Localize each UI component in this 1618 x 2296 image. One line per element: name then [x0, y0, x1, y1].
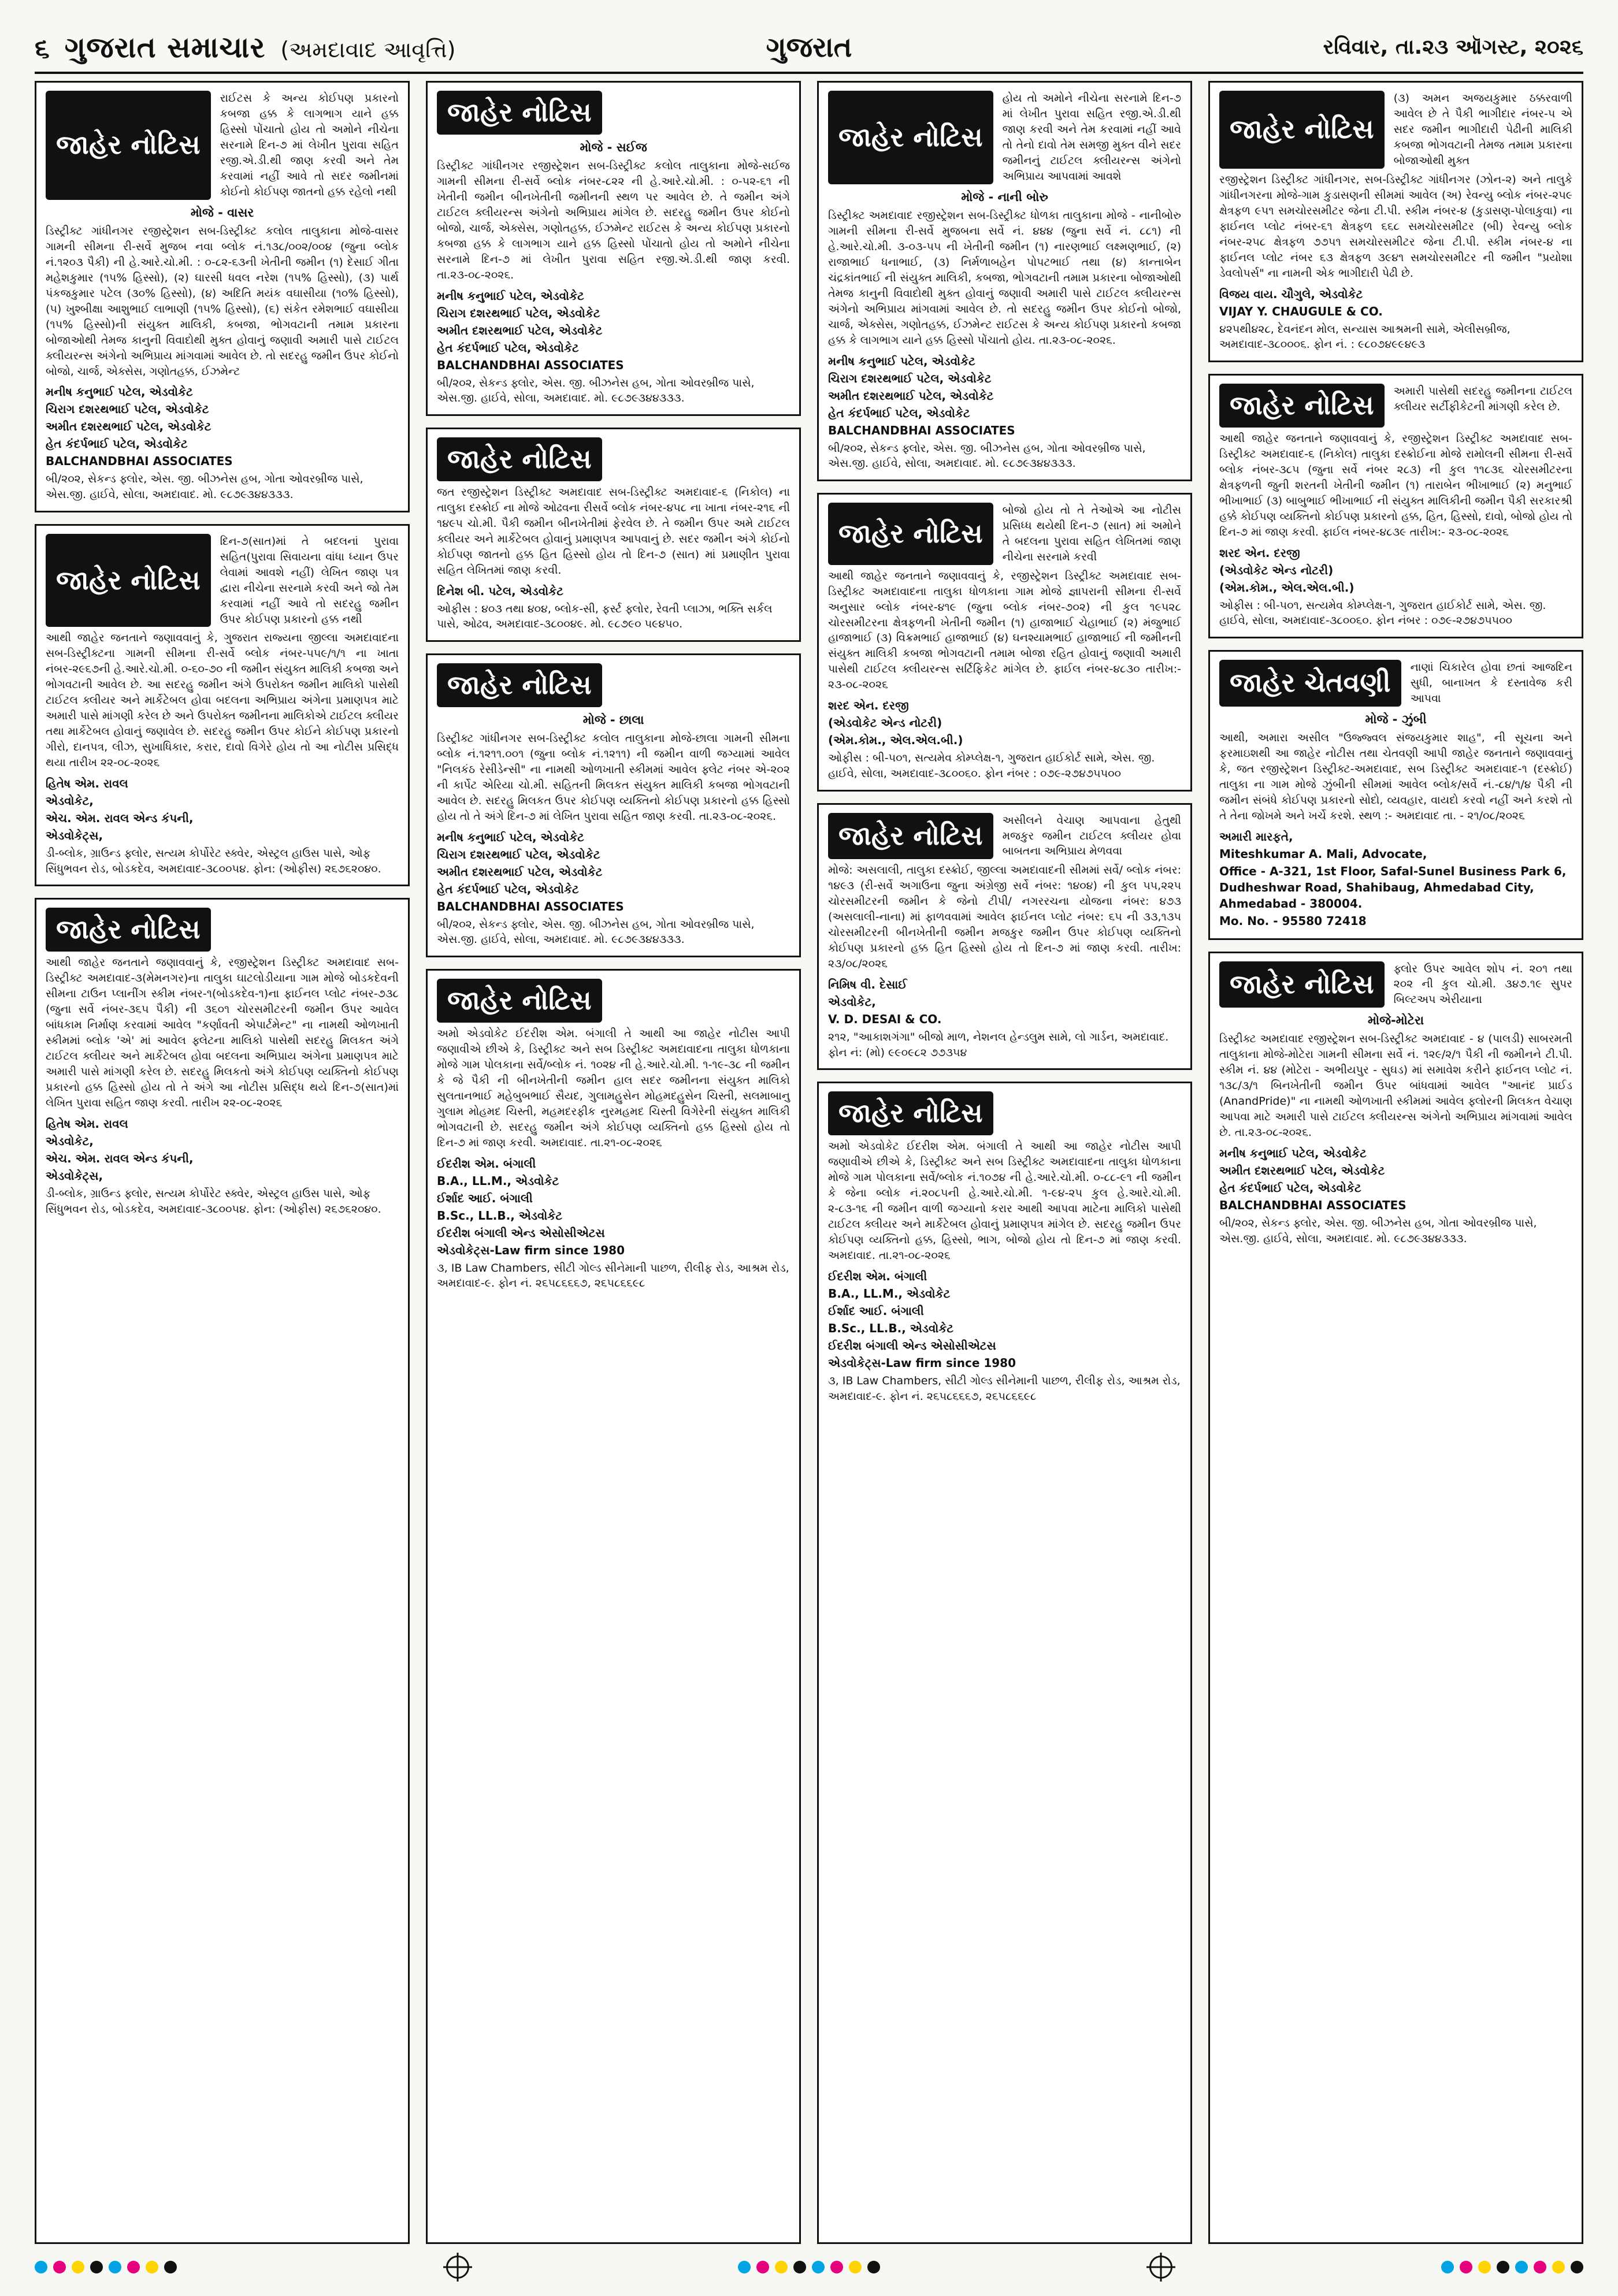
signatory-line: Office - A-321, 1st Floor, Safal-Sunel Business Park 6, Dudheshwar Road, Shahibaug, Ahmedabad City, Ahmedabad - 380004. [1219, 864, 1567, 911]
notice-signatures [828, 976, 1181, 1027]
notice-header [437, 91, 790, 135]
notice-address: બી/૨૦૨, સેકન્ડ ફ્લોર, એસ. જી. બીઝનેસ હબ, ગોતા ઓવરબ્રીજ પાસે, એસ.જી. હાઈવે, સોલા, અમદાવાદ. મો. ૯૮૭૯૩૪૪૩૩૩. [437, 917, 755, 946]
signatory-line: V. D. DESAI & CO. [828, 1012, 942, 1027]
color-dot-icon [738, 2261, 751, 2273]
notice-side-text: ફ્લોર ઉપર આવેલ શોપ નં. ૨૦૧ તથા ૨૦૨ ની કુલ ચો.મી. ૩૪૭.૧૯ સુપર બિલ્ટઅપ એરીયાના [1393, 962, 1572, 1006]
public-notice [426, 428, 801, 642]
notice-header [46, 534, 399, 627]
notice-address: ૩, IB Law Chambers, સીટી ગોલ્ડ સીનેમાની પાછળ, રીલીફ રોડ, આશ્રમ રોડ, અમદાવાદ-૯. ફોન નં. ૨૬૫૮૬૬૬૭, ૨૬૫૮૬૬૯૮ [437, 1261, 789, 1290]
notice-address: બી/૨૦૨, સેકન્ડ ફ્લોર, એસ. જી. બીઝનેસ હબ, ગોતા ઓવરબ્રીજ પાસે, એસ.જી. હાઈવે, સોલા, અમદાવાદ. મો. ૯૮૭૯૩૪૪૩૩૩. [1219, 1217, 1537, 1245]
notice-body: ડિસ્ટ્રીક્ટ ગાંધીનગર સબ-ડિસ્ટ્રીક્ટ કલોલ તાલુકાના મોજે-છાલા ગામની સીમના બ્લોક નં.૧૨૧૧.૦૦૧ (જુના બ્લોક નં.૧૨૧૧) ની જમીન વાળી જગ્યામાં આવેલ "નિલકંઠ રેસીડેન્સી" ના નામથી ઓળખાતી સ્કીમમાં આવેલ ફ્લેટ નંબર એ-૨૦૨ ની કાર્પેટ એરિયા ચો.મી. સહિતની મિલકત સંયુક્ત માલિકી કબજા ભોગવટાની આવેલ છે. સદરહુ મિલકત ઉપર કોઈપણ વ્યક્તિનો કોઈપણ પ્રકારનો હક્ક હિસ્સો હોય તો તે અંગે દિન-૭ માં લેખિત પુરાવા સહિત જાણ કરવી. તા.૨૩-૦૮-૨૦૨૬. [437, 731, 790, 823]
color-dot-icon [146, 2261, 158, 2273]
color-dot-icon [1571, 2261, 1583, 2273]
notice-side-text: અમારી પાસેથી સદરહુ જમીનના ટાઈટલ ક્લીયર સર્ટીફીકેટની માંગણી કરેલ છે. [1393, 384, 1572, 413]
signatory-line: અમીત દશરથભાઈ પટેલ, એડવોકેટ [437, 323, 603, 337]
notice-header [828, 503, 1181, 565]
notice-body: ડિસ્ટ્રીક્ટ અમદાવાદ રજીસ્ટ્રેશન સબ-ડિસ્ટ્રીક્ટ અમદાવાદ - ૪ (પાલડી) સાબરમતી તાલુકાના મોજે-મોટેરા ગામની સીમના સર્વે નં. ૧૨૯/૨/૧ પૈકી ની જમીનને ટી.પી. સ્કીમ નં. ૪૪ (મોટેરા - અભીયપુર - સુઘડ) માં સમાવેશ કરીને ફાઈનલ પ્લોટ નં. ૧૩૮/૩/૧ બિનખેતીની જમીન ઉપર બાંધવામાં આવેલ "આનંદ પ્રાઈડ (AnandPride)" ના નામથી ઓળખાતી સ્કીમમાં આવેલ ફ્લોરની મિલકત વેચાણ આપવા માટે અમારી પાસે ટાઈટલ ક્લીયરન્સ અંગેનો અભિપ્રાય માંગવામાં આવેલ છે. તા.૨૩-૦૮-૨૦૨૬. [1219, 1032, 1572, 1139]
notice-badge: જાહેર નોટિસ [437, 91, 602, 135]
signatory-line: (એડવોકેટ એન્ડ નોટરી) [828, 716, 942, 730]
signatory-line: BALCHANDBHAI ASSOCIATES [46, 454, 233, 469]
signatory-line: એડવોકેટ્સ, [46, 829, 103, 843]
notice-village: મોજે-મોટેરા [1368, 1013, 1424, 1028]
notice-signatures [1219, 286, 1572, 319]
color-dot-icon [1552, 2261, 1565, 2273]
color-dot-icon [53, 2261, 66, 2273]
signatory-line: શરદ એન. દરજી [1219, 545, 1300, 560]
notice-signatures [1219, 1145, 1572, 1213]
public-notice [817, 81, 1192, 481]
notice-header [46, 908, 399, 952]
signatory-line: (એમ.કોમ., એલ.એલ.બી.) [1219, 580, 1354, 595]
notice-body: આથી જાહેર જનતાને જણાવવાનું કે, રજીસ્ટ્રેશન ડિસ્ટ્રીક્ટ અમદાવાદ સબ-ડિસ્ટ્રીક્ટ અમદાવાદના તાલુકા ધોળકાના ગામ મોજે જ્ઞાપરાની સીમના રી-સર્વે અનુસાર બ્લોક નંબર-૪૧૯ (જુના બ્લોક નંબર-૭૦૨) ની કુલ ૧૯૫૨૮ ચોરસમીટરના ક્ષેત્રફળની ખેતીની જમીન (૧) હાજાભાઈ ચેહાભાઈ (૨) મંજુભાઈ હાજાભાઈ (૩) વિક્રમભાઈ હાજાભાઈ (૪) ઘનશ્યામભાઈ હાજાભાઈ ની જમીનની સંયુક્ત માલિકી કબજા ભોગવટાની તમામ બોજા રહિત હોવાનું જણાવી અમારી પાસેથી ટાઈટલ ક્લીયરન્સ સર્ટિફિકેટ માંગેલ છે. ફાઈલ નંબર-૪૮૩૦ તારીખ:- ૨૩-૦૮-૨૦૨૬ [828, 569, 1181, 692]
signatory-line: મનીષ કનુભાઈ પટેલ, એડવોકેટ [437, 288, 584, 303]
signatory-line: મનીષ કનુભાઈ પટેલ, એડવોકેટ [46, 385, 193, 399]
signatory-line: ઈદરીશ બંગાલી એન્ડ એસોસીએટસ [828, 1339, 996, 1353]
notice-side-text: દિન-૭(સાત)માં તે બદલનાં પુરાવા સહિત(પુરાવા સિવાયના વાંધા ધ્યાન ઉપર લેવામાં આવશે નહીં) લેખિત જાણ પત્ર દ્વારા નીચેના સરનામે કરવી અને જો તેમ કરવામાં નહીં આવે તો સદરહુ જમીન ઉપર કોઈપણ પ્રકારનો હક્ક નથી [220, 534, 399, 626]
notice-header [437, 437, 790, 481]
notice-body: જત રજીસ્ટ્રેશન ડિસ્ટ્રીક્ટ અમદાવાદ સબ-ડિસ્ટ્રીક્ટ અમદાવાદ-૬ (નિકોલ) ના તાલુકા દસ્ક્રોઈ ના મોજે ઓઢવના રીસર્વે બ્લોક નંબર-૪૫૮ ના ખાતા નંબર-૨૧૬ ની ૧૪૯૫ ચો.મી. પૈકી જમીન બીનખેતીમાં ફેરવેલ છે. તે જમીન ઉપર અમે ટાઈટલ ક્લીયર અને માર્કેટેબલ હોવાનું પ્રમાણપત્ર આપવાનું છે. સદર જમીન અંગે કોઈનો કોઈપણ જાતનો હક્ક હિત હિસ્સો હોય તો દિન-૭ (સાત) માં પ્રમાણીત પુરાવા સહિત લેખિતમાં જાણ કરવી. [437, 485, 790, 577]
public-notice [35, 898, 410, 2244]
color-dot-icon [1441, 2261, 1454, 2273]
signatory-line: હિતેષ એમ. રાવલ [46, 1117, 128, 1131]
notice-header [437, 663, 790, 707]
notice-header [1219, 384, 1572, 428]
notice-signatures [437, 583, 790, 599]
color-dot-icon [1534, 2261, 1546, 2273]
color-dot-icon [793, 2261, 806, 2273]
notice-signatures [437, 288, 790, 373]
notice-body: અમો એડવોકેટ ઈદરીશ એમ. બંગાલી તે આથી આ જાહેર નોટીસ આપી જણાવીએ છીએ કે, ડિસ્ટ્રીક્ટ અને સબ ડિસ્ટ્રીક્ટ અમદાવાદના તાલુકા ધોળકાના મોજે ગામ પોલકાના સર્વે/બ્લોક નં.૧૦૭૪ ની હે.આરે.ચો.મી. ૦-૮૮-૯૧ ની જમીન કે જેના બ્લોક નં.૨૦૮૫ની હે.આરે.ચો.મી. ૧-૯૪-૨૫ કુલ હે.આરે.ચો.મી. ૨-૮૩-૧૬ ની જમીન વાળી જગ્યાનો કરાર આથી આપવા માટેના માલિકો પાસેથી ટાઈટલ ક્લીયર અને માર્કેટેબલ હોવાનું પ્રમાણપત્ર માંગેલ છે. સદરહુ જમીન ઉપર કોઈપણ વ્યક્તિનો હક્ક, હિસ્સો, ભાગ, બોજો હોય તો દિન-૭ માં જાણ કરવી. અમદાવાદ. તા.૨૧-૦૮-૨૦૨૬ [828, 1140, 1181, 1262]
registration-mark-icon [446, 2256, 469, 2279]
notice-badge: જાહેર નોટિસ [828, 503, 993, 565]
notice-signatures [46, 775, 399, 844]
notice-signatures [46, 384, 399, 469]
signatory-line: Miteshkumar A. Mali, Advocate, [1219, 846, 1427, 861]
notice-badge: જાહેર નોટિસ [46, 908, 211, 952]
color-dots-center [738, 2261, 880, 2273]
color-dots-left [35, 2261, 177, 2273]
paper-name: ગુજરાત સમાચાર [64, 30, 266, 64]
notice-village: મોજે - સઈજ [580, 140, 647, 154]
signatory-line: અમીત દશરથભાઈ પટેલ, એડવોકેટ [828, 388, 994, 403]
notice-header [1219, 961, 1572, 1008]
signatory-line: ઈદરીશ એમ. બંગાલી [828, 1269, 927, 1284]
public-notice [426, 81, 801, 416]
signatory-line: ચિરાગ દશરથભાઈ પટેલ, એડવોકેટ [828, 371, 992, 385]
notice-badge: જાહેર નોટિસ [1219, 91, 1385, 169]
public-notice [817, 493, 1192, 792]
notice-address: ઓફીસ : બી-૫૦૧, સત્યમેવ કોમ્પ્લેક્ષ-૧, ગુજરાત હાઈકોર્ટ સામે, એસ. જી. હાઈવે, સોલા, અમદાવાદ-૩૮૦૦૬૦. ફોન નંબર : ૦૭૯-૨૭૪૭૫૫૦૦ [1219, 599, 1546, 627]
color-dot-icon [90, 2261, 103, 2273]
color-dot-icon [1497, 2261, 1509, 2273]
color-dot-icon [1460, 2261, 1472, 2273]
signatory-line: હેત કંદર્પભાઈ પટેલ, એડવોકેટ [1219, 1181, 1361, 1195]
notice-badge: જાહેર નોટિસ [46, 534, 211, 627]
signatory-line: ઈદરીશ એમ. બંગાલી [437, 1156, 536, 1171]
signatory-line: મનીષ કનુભાઈ પટેલ, એડવોકેટ [1219, 1146, 1367, 1161]
notice-address: ૪૨૫થી૪૨૮, દેવનંદન મોલ, સન્યાસ આશ્રમની સામે, એલીસબ્રીજ, અમદાવાદ-૩૮૦૦૦૬. ફોન નં. : ૯૮૦૭૪૯૯૪૯૩ [1219, 322, 1511, 351]
signatory-line: BALCHANDBHAI ASSOCIATES [437, 358, 624, 372]
signatory-line: અમારી મારફતે, [1219, 829, 1293, 844]
notice-address: બી/૨૦૨, સેકન્ડ ફ્લોર, એસ. જી. બીઝનેસ હબ, ગોતા ઓવરબ્રીજ પાસે, એસ.જી. હાઈવે, સોલા, અમદાવાદ. મો. ૯૮૭૯૩૪૪૩૩૩. [437, 376, 755, 405]
signatory-line: મનીષ કનુભાઈ પટેલ, એડવોકેટ [437, 830, 584, 844]
signatory-line: હેત કંદર્પભાઈ પટેલ, એડવોકેટ [46, 437, 188, 451]
signatory-line: એડવોકેટ, [46, 1134, 94, 1149]
signatory-line: ઈર્શાદ આઈ. બંગાલી [828, 1304, 924, 1318]
color-dot-icon [1478, 2261, 1491, 2273]
notice-badge: જાહેર નોટિસ [1219, 384, 1385, 428]
color-dot-icon [867, 2261, 880, 2273]
notice-side-text: રાઈટસ કે અન્ય કોઈપણ પ્રકારનો કબજા હક્ક કે લાગભાગ યાને હક્ક હિસ્સો પોંચાતો હોય તો અમોને નીચેના સરનામે દિન-૭ માં લેખીત પુરાવા સહિત રજી.એ.ડી.થી જાણ કરવી અને તેમ કરવામાં નહીં આવે તો સદર જમીનમાં કોઈનો કોઈપણ જાતનો હક્ક રહેલો નથી [220, 92, 399, 198]
notice-badge: જાહેર નોટિસ [828, 1091, 993, 1135]
public-notice [817, 803, 1192, 1071]
public-notice [1208, 374, 1583, 638]
color-dot-icon [127, 2261, 140, 2273]
color-dot-icon [164, 2261, 177, 2273]
public-notice [1208, 952, 1583, 2245]
signatory-line: ચિરાગ દશરથભાઈ પટેલ, એડવોકેટ [437, 306, 600, 320]
color-dot-icon [756, 2261, 769, 2273]
color-dot-icon [72, 2261, 84, 2273]
signatory-line: એડવોકેટ્સ-Law firm since 1980 [828, 1356, 1016, 1370]
notice-signatures [437, 1156, 790, 1258]
signatory-line: B.Sc., LL.B., એડવોકેટ [828, 1321, 954, 1336]
signatory-line: અમીત દશરથભાઈ પટેલ, એડવોકેટ [1219, 1164, 1385, 1178]
notice-address: ૨૧૨, "આકાશગંગા" બીજો માળ, નેશનલ હેન્ડલુમ સામે, લો ગાર્ડન, અમદાવાદ. ફોન નં: (મો) ૯૯૦૯૮૨ ૭૭૩૫૪ [828, 1031, 1169, 1059]
signatory-line: ઈદરીશ બંગાલી એન્ડ એસોસીએટસ [437, 1225, 605, 1240]
notice-address: ડી-બ્લોક, ગ્રાઉન્ડ ફ્લોર, સત્યમ કોર્પોરેટ સ્ક્વેર, એસ્ટ્રલ હાઉસ પાસે, ઓફ સિંધુભવન રોડ, બોડકદેવ, અમદાવાદ-૩૮૦૦૫૪. ફોન: (ઓફીસ) ૨૬૭૬૨૦૪૦. [46, 847, 381, 875]
public-warning [1208, 650, 1583, 940]
notice-badge: જાહેર નોટિસ [437, 437, 602, 481]
public-notice [35, 524, 410, 887]
signatory-line: એડવોકેટ, [828, 995, 876, 1009]
notice-body: આથી, અમારા અસીલ "ઉજ્જ્વલ સંજયકુમાર શાહ", ની સૂચના અને ફરમાઇશથી આ જાહેર નોટીસ તથા ચેતવણી આપી જાહેર જનતાને જણાવવાનું કે, જત રજીસ્ટ્રેશન ડિસ્ટ્રીક્ટ-અમદાવાદ, સબ ડિસ્ટ્રીક્ટ અમદાવાદ-૧ (દસ્ક્રોઈ) તાલુકા ના ગામ મોજે ઝુંબીની સીમમાં આવેલ બ્લોક/સર્વે નં.-૮૪/૧/૪ પૈકી ની જમીન સંબંધે કોઈપણ પ્રકારનો સોદો, વ્યવહાર, વાયદો કરવો નહીં અને કરશે તો તે તેના જોખમે અને ખર્ચે કરશે. સ્થળ :- અમદાવાદ તા. - ૨૧/૦૮/૨૦૨૬ [1219, 731, 1572, 822]
signatory-line: B.A., LL.M., એડવોકેટ [437, 1173, 559, 1188]
signatory-line: હેત કંદર્પભાઈ પટેલ, એડવોકેટ [828, 406, 970, 420]
notice-village: મોજે - ઝુંબી [1365, 712, 1427, 726]
signatory-line: એડવોકેટ્સ-Law firm since 1980 [437, 1243, 625, 1257]
notice-side-text: બોજો હોય તો તે તેઓએ આ નોટીસ પ્રસિધ્ધ થયેથી દિન-૭ (સાત) માં અમોને તે બદલના પુરાવા સહિત લેખિતમાં જાણ નીચેના સરનામે કરવી [1002, 503, 1181, 563]
notice-village: મોજે - વાસર [190, 205, 254, 220]
color-dot-icon [849, 2261, 862, 2273]
notice-badge: જાહેર નોટિસ [828, 91, 993, 184]
color-dot-icon [830, 2261, 843, 2273]
signatory-line: Mo. No. - 95580 72418 [1219, 913, 1367, 928]
color-dot-icon [812, 2261, 825, 2273]
notice-body: ડિસ્ટ્રીક્ટ ગાંધીનગર રજીસ્ટ્રેશન સબ-ડિસ્ટ્રીક્ટ કલોલ તાલુકાના મોજે-સઈજ ગામની સીમના રી-સર્વે બ્લોક નંબર-૮૨૨ ની હે.આરે.ચો.મી. : ૦-૫૨-૬૧ ની ખેતીની જમીન બીનખેતીની જમીનની સ્થળ પર આવેલ છે. તે જમીન અંગે ટાઈટલ ક્લીયરન્સ અંગેનો અભિપ્રાય માંગેલ છે. સદરહુ જમીન ઉપર કોઈનો બોજો, ચાર્જ, એક્સેસ, ગણોતહક્ક, ઈઝમેન્ટ રાઈટસ કે અન્ય કોઈપણ પ્રકારનો કબજા હક્ક કે લાગભાગ યાને હક્ક હિસ્સો પોંચાતો હોય તો અમોને નીચેના સરનામે દિન-૭ માં લેખીત પુરાવા સહિત રજી.એ.ડી.થી જાણ કરવી. તા.૨૩-૦૮-૨૦૨૬. [437, 159, 790, 281]
notice-badge: જાહેર ચેતવણી [1219, 660, 1401, 707]
notice-body: આથી જાહેર જનતાને જણાવવાનું કે, રજીસ્ટ્રેશન ડિસ્ટ્રીક્ટ અમદાવાદ સબ-ડિસ્ટ્રીક્ટ અમદાવાદ-૬ (નિકોલ) તાલુકા દસ્ક્રોઈના મોજે રામોલની સીમના રી-સર્વે બ્લોક નંબર-૩૮૫ (જુના સર્વે નંબર ૨૮૩) ની કુલ ૧૧૮૩૬ ચોરસમીટરના ક્ષેત્રફળની જુની શરતની ખેતીની જમીન (૧) તારાબેન ભીખાભાઈ (૨) મનુભાઈ ભીખાભાઈ (૩) બાબુભાઈ ભીખાભાઈ ની સંયુક્ત માલિકીની જમીન પૈકી સરકારશ્રી હક્કે કોઈપણ વ્યક્તિનો કોઈપણ પ્રકારનો હક્ક, હિત, હિસ્સો, દાવો, બોજો હોય તો દિન-૭ માં જાણ કરવી. ફાઈલ નંબર-૪૮૩૯ તારીખ:- ૨૩-૦૮-૨૦૨૬ [1219, 432, 1572, 538]
signatory-line: B.Sc., LL.B., એડવોકેટ [437, 1208, 563, 1223]
signatory-line: એડવોકેટ્સ, [46, 1169, 103, 1183]
signatory-line: (એમ.કોમ., એલ.એલ.બી.) [828, 733, 963, 748]
notice-signatures [828, 1268, 1181, 1371]
notice-header [1219, 91, 1572, 169]
notice-columns [35, 81, 1583, 2244]
signatory-line: એડવોકેટ, [46, 794, 94, 808]
notice-address: બી/૨૦૨, સેકન્ડ ફ્લોર, એસ. જી. બીઝનેસ હબ, ગોતા ઓવરબ્રીજ પાસે, એસ.જી. હાઈવે, સોલા, અમદાવાદ. મો. ૯૮૭૯૩૪૪૩૩૩. [828, 441, 1146, 470]
notice-header [828, 91, 1181, 184]
notice-header [828, 813, 1181, 860]
signatory-line: BALCHANDBHAI ASSOCIATES [828, 423, 1015, 437]
notice-address: ૩, IB Law Chambers, સીટી ગોલ્ડ સીનેમાની પાછળ, રીલીફ રોડ, આશ્રમ રોડ, અમદાવાદ-૯. ફોન નં. ૨૬૫૮૬૬૬૭, ૨૬૫૮૬૬૯૮ [828, 1374, 1181, 1403]
notice-side-text: અસીલને વેચાણ આપવાના હેતુથી મજકુર જમીન ટાઈટલ ક્લીયર હોવા બાબતના અભિપ્રાય મેળવવા [1002, 813, 1181, 858]
print-registration-bar [35, 2256, 1583, 2279]
dateline: રવિવાર, તા.૨૩ ઑગસ્ટ, ૨૦૨૬ [1323, 35, 1583, 59]
notice-signatures [828, 697, 1181, 748]
notice-address: ઓફીસ : ૪૦૩ તથા ૪૦૪, બ્લોક-સી, ફર્સ્ટ ફ્લોર, રેવતી પ્લાઝા, ભક્તિ સર્કલ પાસે, ઓઢવ, અમદાવાદ-૩૮૦૦૪૯. મો. ૯૮૭૯૦ ૫૯૪૫૦. [437, 602, 773, 631]
notice-header [437, 979, 790, 1023]
notice-signatures [1219, 829, 1572, 929]
notice-address: બી/૨૦૨, સેકન્ડ ફ્લોર, એસ. જી. બીઝનેસ હબ, ગોતા ઓવરબ્રીજ પાસે, એસ.જી. હાઈવે, સોલા, અમદાવાદ. મો. ૯૮૭૯૩૪૪૩૩૩. [46, 473, 363, 501]
notice-side-text: (૩) અમન અજયકુમાર ઠક્કરવાળી આવેલ છે તે પૈકી ભાગીદાર નંબર-૫ એ સદર જમીન ભાગીદારી પેઢીની માલિકી કબજા ભોગવટાની તેમજ તમામ પ્રકારના બોજાઓથી મુક્ત [1393, 92, 1572, 167]
notice-body: આથી જાહેર જનતાને જણાવવાનું કે, રજીસ્ટ્રેશન ડિસ્ટ્રીક્ટ અમદાવાદ સબ-ડિસ્ટ્રીક્ટ અમદાવાદ-૩(મેમનગર)ના તાલુકા ઘાટલોડીયાના ગામ મોજે બોડકદેવની સીમના ટાઉન પ્લાનીંગ સ્કીમ નંબર-૧(બોડકદેવ-૧)ના ફાઈનલ પ્લોટ નંબર-૭૩૮ (જુના સર્વે નંબર-૩૬૫ પૈકી) ની ૩૬૦૧ ચોરસમીટરની જમીન ઉપર આવેલ બાંધકામ નિર્માણ કરવામાં આવેલ "કર્ણાવતી એપાર્ટમેન્ટ" ના નામથી ઓળખાતી સ્કીમમાં બ્લોક 'એ' માં આવેલ ફ્લેટના માલિકો પાસેથી સદરહુ મિલકત અંગે ટાઈટલ ક્લીયર અને માર્કેટેબલ હોવા બદલના અભિપ્રાય અંગેના પ્રમાણપત્ર માટે અમારી પાસે માંગણી કરેલ છે. સદરહુ મિલકતો અંગે કોઈપણ વ્યક્તિનો કોઈપણ પ્રકારનો હક્ક હિસ્સો હોય તો તે અંગે આ નોટીસ પ્રસિદ્ધ થયે દિન-૭(સાત)માં લેખિત પુરાવા સહિત જાણ કરવી. તારીખ ૨૨-૦૮-૨૦૨૬ [46, 956, 399, 1110]
public-notice [817, 1082, 1192, 2244]
notice-village: મોજે - છાલા [582, 712, 644, 727]
signatory-line: અમીત દશરથભાઈ પટેલ, એડવોકેટ [437, 864, 603, 879]
notice-address: ઓફીસ : બી-૫૦૧, સત્યમેવ કોમ્પ્લેક્ષ-૧, ગુજરાત હાઈકોર્ટ સામે, એસ. જી. હાઈવે, સોલા, અમદાવાદ-૩૮૦૦૬૦. ફોન નંબર : ૦૭૯-૨૭૪૭૫૫૦૦ [828, 752, 1155, 780]
signatory-line: દિનેશ બી. પટેલ, એડવોકેટ [437, 584, 563, 598]
signatory-line: અમીત દશરથભાઈ પટેલ, એડવોકેટ [46, 419, 211, 434]
notice-body: આથી જાહેર જનતાને જણાવવાનું કે, ગુજરાત રાજ્યના જીલ્લા અમદાવાદના સબ-ડિસ્ટ્રીક્ટના ગામની સીમના રી-સર્વે બ્લોક નંબર-૫૫૯/૧/૧ ના ખાતા નંબર-૨૯૬૭ની હે.આરે.ચો.મી. ૦-૬૦-૭૦ ની જમીન સંયુક્ત માલિકી કબજા અને ભોગવટાની આવેલ છે. આ સદરહુ જમીન અંગે ઉપરોક્ત જમીન માલિકો પાસેથી ટાઈટલ ક્લીયર અને માર્કેટેબલ હોવા બદલના અભિપ્રાય અંગેના પ્રમાણપત્ર માટે અમારી પાસે માંગણી કરેલ છે અને ઉપરોક્ત જમીનના માલિકોએ ટાઈટલ ક્લીયર તથા માર્કેટેબલ હોવાનું જણાવેલ છે. સદરહુ જમીન ઉપર કોઈને કોઈપણ પ્રકારનો ગીરો, દાનપત્ર, લીઝ, સુખાધિકાર, કરાર, દાવો વિગેરે હોય તો આ નોટીસ પ્રસિદ્ધ થયા તારીખ ૨૨-૦૮-૨૦૨૬ [46, 631, 399, 770]
notice-village: મોજે - નાની બોરુ [961, 190, 1048, 204]
signatory-line: હેત કંદર્પભાઈ પટેલ, એડવોકેટ [437, 340, 579, 355]
notice-body: મોજે: અસલાલી, તાલુકા દસ્ક્રોઈ, જીલ્લા અમદાવાદની સીમમાં સર્વે/ બ્લોક નંબર: ૧૪૯૩ (રી-સર્વે અગાઉના જુના અંગ્રેજી સર્વે નંબર: ૧૪૦૪) ની કુલ ૫૫,૨૨૫ ચોરસમીટરની જમીન કે જેનો ટીપી/ નગરરચના યોજના નંબર: ૪૭૩ (અસલાલી-નાના) માં ફાળવવામાં આવેલ ફાઈનલ પ્લોટ નંબર: ૬૫ ની ૩૩,૧૩૫ ચોરસમીટરની બીનખેતીની જમીન મજકુર જમીન ઉપર કોઈપણ વ્યક્તિનો કોઈપણ પ્રકારનો હક્ક હિત હિસ્સો હોય તો દિન-૭ માં જાણ કરવી. તારીખ: ૨૩/૦૮/૨૦૨૬ [828, 864, 1181, 971]
notice-signatures [1219, 545, 1572, 596]
signatory-line: એચ. એમ. રાવલ એન્ડ કંપની, [46, 811, 194, 826]
column-4 [1208, 81, 1583, 2244]
signatory-line: શરદ એન. દરજી [828, 699, 909, 713]
signatory-line: હિતેષ એમ. રાવલ [46, 777, 128, 791]
color-dot-icon [1515, 2261, 1528, 2273]
signatory-line: નિમિષ વી. દેસાઈ [828, 978, 907, 992]
public-notice [426, 653, 801, 957]
column-3 [817, 81, 1192, 2244]
notice-badge: જાહેર નોટિસ [1219, 961, 1385, 1008]
page-number: ૬ [35, 32, 50, 64]
signatory-line: મનીષ કનુભાઈ પટેલ, એડવોકેટ [828, 354, 975, 368]
notice-body: રજીસ્ટ્રેશન ડિસ્ટ્રીક્ટ ગાંધીનગર, સબ-ડિસ્ટ્રીક્ટ ગાંધીનગર (ઝોન-૨) અને તાલુકે ગાંધીનગરના મોજે-ગામ કુડાસણની સીમમાં આવેલ (અ) રેવન્યુ બ્લોક નંબર-૨૫૯ ક્ષેત્રફળ ૯૫૧ સમચોરસમીટર જેના ટી.પી. સ્કીમ નંબર-૪ (કુડાસણ-પોલાકુવા) ના ફાઈનલ પ્લોટ નંબર-૬૧ ક્ષેત્રફળ ૬૬૮ સમચોરસમીટર (બી) રેવન્યુ બ્લોક નંબર-૨૫૮ ક્ષેત્રફળ ૭૭૫૧ સમચોરસમીટર જેના ટી.પી. સ્કીમ નંબર-૪ ના ફાઈનલ પ્લોટ નંબર ૬૩ ક્ષેત્રફળ ૩૯૪૧ સમચોરસમીટર ની જમીન "પ્રયોશા ડેવલોપર્સ" ના નામની એક ભાગીદારી પેઢી છે. [1219, 173, 1572, 280]
section-title: ગુજરાત [766, 31, 852, 64]
registration-mark-icon [1149, 2256, 1172, 2279]
notice-body: ડિસ્ટ્રીક્ટ ગાંધીનગર રજીસ્ટ્રેશન સબ-ડિસ્ટ્રીક્ટ કલોલ તાલુકાના મોજે-વાસર ગામની સીમના રી-સર્વે મુજબ નવા બ્લોક નં.૧૩૮/૦૦૨/૦૦૪ (જુના બ્લોક નં.૧૨૦૩ પૈકી) ની હે.આરે.ચો.મી. : ૦-૮૨-૬૩ની ખેતીની જમીન (૧) દેસાઈ ગીતા મહેશકુમાર (૧૫% હિસ્સો), (૨) ઘારસી ધવલ નરેશ (૧૫% હિસ્સો), (૩) પાર્થ પંકજકુમાર પટેલ (૩૦% હિસ્સો), (૪) અદિતિ મયંક વઘાસીયા (૧૦% હિસ્સો), (૫) ખુશ્બીક્ષા આશુભાઈ લાભાણી (૧૫% હિસ્સો), (૬) સંકેત રમેશભાઈ વઘાસીયા (૧૫% હિસ્સો)ની સંયુક્ત માલિકી, કબજા, ભોગવટાની તમામ પ્રકારના બોજાઓથી તેમજ કાનુની વિવાદોથી મુક્ત હોવાનું જણાવી અમારી પાસે ટાઈટલ ક્લીયરન્સ અંગેનો અભિપ્રાય માંગવામાં આવેલ છે. તો સદરહુ જમીન ઉપર કોઈનો બોજો, ચાર્જ, એક્સેસ, ગણોતહક્ક, ઈઝમેન્ટ [46, 224, 399, 378]
notice-signatures [828, 353, 1181, 439]
column-2 [426, 81, 801, 2244]
signatory-line: ચિરાગ દશરથભાઈ પટેલ, એડવોકેટ [437, 847, 600, 861]
signatory-line: ઈર્શાદ આઈ. બંગાલી [437, 1191, 533, 1205]
column-1 [35, 81, 410, 2244]
notice-body: અમો એડવોકેટ ઈદરીશ એમ. બંગાલી તે આથી આ જાહેર નોટીસ આપી જણાવીએ છીએ કે, ડિસ્ટ્રીક્ટ અને સબ ડિસ્ટ્રીક્ટ અમદાવાદના તાલુકા ધોળકાના મોજે ગામ પોલકાના સર્વે/બ્લોક નં. ૧૦૨૪ ની હે.આરે.ચો.મી. ૧-૧૯-૩૮ ની જમીન કે જે પૈકી ની બીનખેતીની જમીન હાલ સદર જમીનના સંયુક્ત માલિકો સુલતાનભાઈ મહેબુબભાઈ સૈયદ, ગુલામહુસેન મોહમદહુસેન ચિસ્તી, સલમાબાનુ ગુલામ મોહમદ ચિસ્તી, મહમદરફીક નુરમહમદ ચિસ્તી વિગેરેની સંયુક્ત માલિકી ભોગવટાની છે. સદરહુ જમીન અંગે કોઈપણ વ્યક્તિનો હક્ક હિસ્સો હોય તો દિન-૭ માં જાણ કરવી. અમદાવાદ. તા.૨૧-૦૮-૨૦૨૬ [437, 1027, 790, 1149]
signatory-line: BALCHANDBHAI ASSOCIATES [1219, 1198, 1407, 1213]
notice-signatures [46, 1116, 399, 1184]
notice-address: ડી-બ્લોક, ગ્રાઉન્ડ ફ્લોર, સત્યમ કોર્પોરેટ સ્ક્વેર, એસ્ટ્રલ હાઉસ પાસે, ઓફ સિંધુભવન રોડ, બોડકદેવ, અમદાવાદ-૩૮૦૦૫૪. ફોન: (ઓફીસ) ૨૬૭૬૨૦૪૦. [46, 1187, 381, 1216]
notice-signatures [437, 829, 790, 915]
notice-header [828, 1091, 1181, 1135]
notice-badge: જાહેર નોટિસ [437, 663, 602, 707]
edition-label: (અમદાવાદ આવૃત્તિ) [280, 36, 456, 62]
signatory-line: એચ. એમ. રાવલ એન્ડ કંપની, [46, 1151, 194, 1166]
signatory-line: વિજય વાય. ચૌગુલે, એડવોકેટ [1219, 287, 1363, 301]
notice-header [46, 91, 399, 200]
public-notice [426, 969, 801, 2244]
color-dots-right [1441, 2261, 1583, 2273]
signatory-line: ચિરાગ દશરથભાઈ પટેલ, એડવોકેટ [46, 402, 209, 417]
masthead-left [35, 31, 455, 65]
notice-body: ડિસ્ટ્રીક્ટ અમદાવાદ રજીસ્ટ્રેશન સબ-ડિસ્ટ્રીક્ટ ધોળકા તાલુકાના મોજે - નાનીબોરુ ગામની સીમના રી-સર્વે મુજબના સર્વે નં. ૪૪૪ (જુના સર્વે નં. ૮૮૧) ની હે.આરે.ચો.મી. ૩-૦૩-૫૫ ની ખેતીની જમીન (૧) નારણભાઈ લક્ષ્મણભાઈ, (૨) રાજાભાઈ ધનાભાઈ, (૩) નિર્મળાબહેન પોપટભાઈ તથા (૪) કાન્તાબેન ચંદ્રકાંતભાઈ ની સંયુક્ત માલિકી, કબજા, ભોગવટાની તમામ પ્રકારના બોજાઓથી તેમજ કાનુની વિવાદોથી મુક્ત હોવાનું જણાવી અમારી પાસે ટાઈટલ ક્લીયરન્સ અંગેનો અભિપ્રાય માંગવામાં આવેલ છે. તો સદરહુ જમીન ઉપર કોઈનો બોજો, ચાર્જ, એક્સેસ, ગણોતહક્ક, ઈઝમેન્ટ રાઈટસ કે અન્ય કોઈપણ પ્રકારનો કબજા હક્ક કે લાગભાગ યાને હક્ક હિસ્સો પોંચાતો હોય. તા.૨૩-૦૮-૨૦૨૬. [828, 209, 1181, 347]
public-notice [1208, 81, 1583, 362]
color-dot-icon [775, 2261, 788, 2273]
notice-side-text: નાણાં ચિકારેલ હોવા છતાં આજદિન સુધી, બાનાખત કે દસ્તાવેજ કરી આપવા [1410, 660, 1572, 705]
color-dot-icon [109, 2261, 121, 2273]
color-dot-icon [35, 2261, 47, 2273]
notice-header [1219, 660, 1572, 707]
masthead [35, 23, 1583, 74]
signatory-line: B.A., LL.M., એડવોકેટ [828, 1287, 951, 1301]
notice-badge: જાહેર નોટિસ [828, 813, 993, 860]
notice-badge: જાહેર નોટિસ [46, 91, 211, 200]
notice-badge: જાહેર નોટિસ [437, 979, 602, 1023]
signatory-line: VIJAY Y. CHAUGULE & CO. [1219, 304, 1383, 318]
signatory-line: હેત કંદર્પભાઈ પટેલ, એડવોકેટ [437, 882, 579, 896]
signatory-line: (એડવોકેટ એન્ડ નોટરી) [1219, 563, 1334, 577]
notice-side-text: હોય તો અમોને નીચેના સરનામે દિન-૭ માં લેખીત પુરાવા સહિત રજી.એ.ડી.થી જાણ કરવી અને તેમ કરવામાં નહીં આવે તો તેનો દાવો તેમ સમજી મુક્ત વીને સદર જમીનનું ટાઈટલ ક્લીયરન્સ અંગેનો અભિપ્રાય આપવામાં આવશે [1002, 92, 1181, 183]
public-notice [35, 81, 410, 512]
signatory-line: BALCHANDBHAI ASSOCIATES [437, 899, 624, 913]
